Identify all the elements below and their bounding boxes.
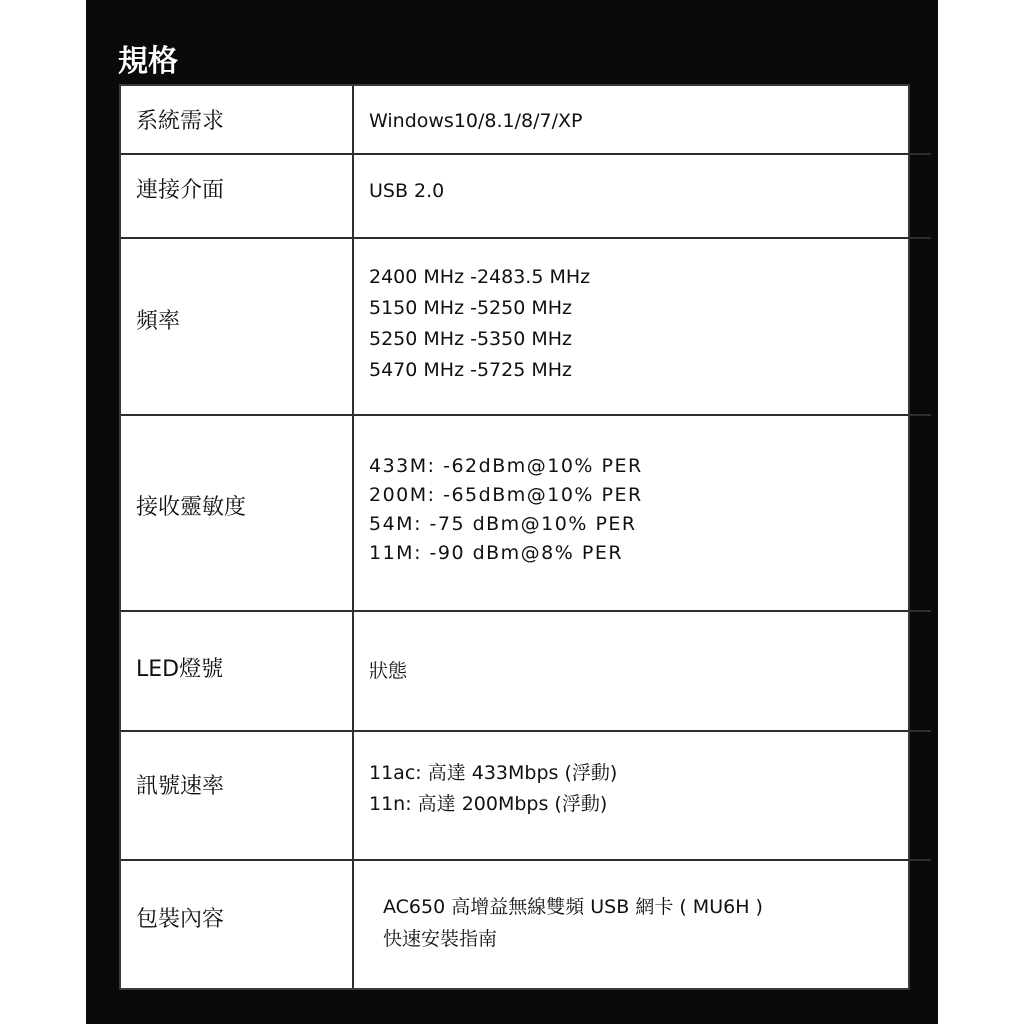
row-divider (121, 153, 931, 155)
row-divider (121, 610, 931, 612)
row-value-led (369, 656, 407, 683)
value-line: 2400 MHz -2483.5 MHz (369, 266, 591, 288)
value-line: USB 2.0 (369, 180, 445, 202)
value-line: 11M: -90 dBm@8% PER (369, 542, 624, 564)
value-line: Windows10/8.1/8/7/XP (369, 110, 583, 132)
value-line: 200M: -65dBm@10% PER (369, 484, 643, 506)
value-line: 狀態 (369, 660, 408, 682)
row-label-system-requirements: 系統需求 (136, 109, 225, 134)
row-value-sensitivity (369, 452, 643, 568)
row-value-signal-rate (369, 758, 617, 820)
page-title: 規格 (118, 44, 178, 79)
value-line: 5250 MHz -5350 MHz (369, 328, 572, 350)
value-line: 54M: -75 dBm@10% PER (369, 513, 637, 535)
value-line: 快速安裝指南 (383, 928, 498, 950)
row-value-interface (369, 180, 444, 202)
row-divider (121, 237, 931, 239)
row-label-signal-rate: 訊號速率 (136, 774, 225, 799)
spec-table (119, 84, 910, 990)
row-divider (121, 414, 931, 416)
row-label-sensitivity: 接收靈敏度 (136, 495, 247, 520)
row-value-frequency (369, 262, 590, 386)
value-line: 5470 MHz -5725 MHz (369, 359, 572, 381)
value-line: 433M: -62dBm@10% PER (369, 455, 643, 477)
row-label-package: 包裝內容 (136, 907, 225, 932)
row-divider (121, 730, 931, 732)
row-value-system-requirements (369, 110, 582, 132)
value-line: AC650 高增益無線雙頻 USB 網卡 ( MU6H ) (383, 896, 763, 918)
row-divider (121, 859, 931, 861)
row-label-frequency: 頻率 (136, 309, 181, 334)
row-value-package (383, 891, 763, 955)
row-label-led: LED燈號 (136, 657, 224, 682)
value-line: 5150 MHz -5250 MHz (369, 297, 572, 319)
value-line: 11n: 高達 200Mbps (浮動) (369, 793, 608, 815)
row-label-interface: 連接介面 (136, 178, 225, 203)
column-divider (352, 86, 354, 988)
value-line: 11ac: 高達 433Mbps (浮動) (369, 762, 618, 784)
